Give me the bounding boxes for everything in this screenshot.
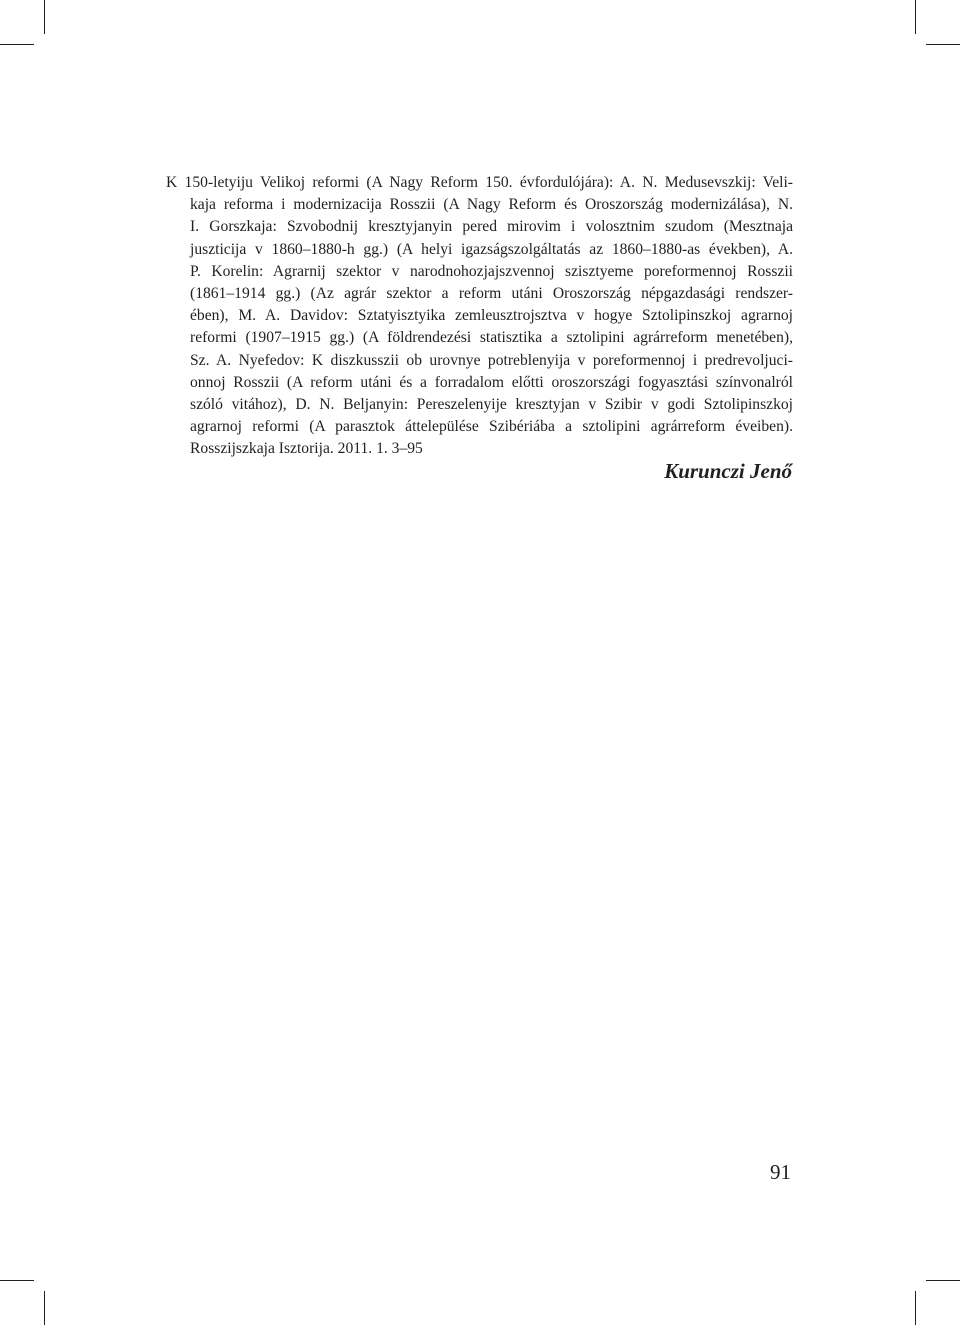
bibliography-line: reformi (1907–1915 gg.) (A földrendezési statisztika a sztolipini agrárreform menetében), xyxy=(190,329,793,347)
bibliography-line: P. Korelin: Agrarnij szektor v narodnohozjajszvennoj szisztyeme poreformennoj Rosszii xyxy=(190,262,793,280)
bibliography-line: (1861–1914 gg.) (Az agrár szektor a reform utáni Oroszország népgazdasági rendszer- xyxy=(190,285,793,303)
crop-mark-bottom-left-v xyxy=(44,1291,45,1325)
crop-mark-top-right-v xyxy=(915,0,916,34)
bibliography-line: I. Gorszkaja: Szvobodnij kresztyjanyin pered mirovim i volosztnim szudom (Mesztnaja xyxy=(190,218,793,236)
page-number: 91 xyxy=(770,1160,791,1184)
bibliography-entry xyxy=(168,172,793,461)
crop-mark-top-right-h xyxy=(926,44,960,45)
bibliography-line: kaja reforma i modernizacija Rosszii (A Nagy Reform és Oroszország modernizálása), N. xyxy=(190,196,793,214)
bibliography-line: juszticija v 1860–1880-h gg.) (A helyi igazságszolgáltatás az 1860–1880-as években), A. xyxy=(190,240,793,258)
crop-mark-bottom-right-h xyxy=(926,1280,960,1281)
bibliography-line: szóló vitához), D. N. Beljanyin: Pereszelenyije kresztyjan v Szibir v godi Sztolipinszkoj xyxy=(190,396,793,414)
bibliography-line: agrarnoj reformi (A parasztok áttelepülése Szibériába a sztolipini agrárreform éveiben). xyxy=(190,418,793,436)
crop-mark-bottom-right-v xyxy=(915,1291,916,1325)
bibliography-line: Rosszijszkaja Isztorija. 2011. 1. 3–95 xyxy=(190,440,423,458)
crop-mark-top-left-v xyxy=(44,0,45,34)
bibliography-line: ében), M. A. Davidov: Sztatyisztyika zemleusztrojsztva v hogye Sztolipinszkoj agrarnoj xyxy=(190,307,793,325)
crop-mark-top-left-h xyxy=(0,44,34,45)
author-signature: Kurunczi Jenő xyxy=(664,459,792,483)
bibliography-line: K 150-letyiju Velikoj reformi (A Nagy Reform 150. évfordulójára): A. N. Medusevszkij: Veli- xyxy=(166,174,793,191)
crop-mark-bottom-left-h xyxy=(0,1280,34,1281)
bibliography-line: onnoj Rosszii (A reform utáni és a forradalom előtti oroszországi fogyasztási színvonalról xyxy=(190,373,793,391)
bibliography-line: Sz. A. Nyefedov: K diszkusszii ob urovnye potreblenyija v poreformennoj i predrevoljuci- xyxy=(190,351,793,369)
